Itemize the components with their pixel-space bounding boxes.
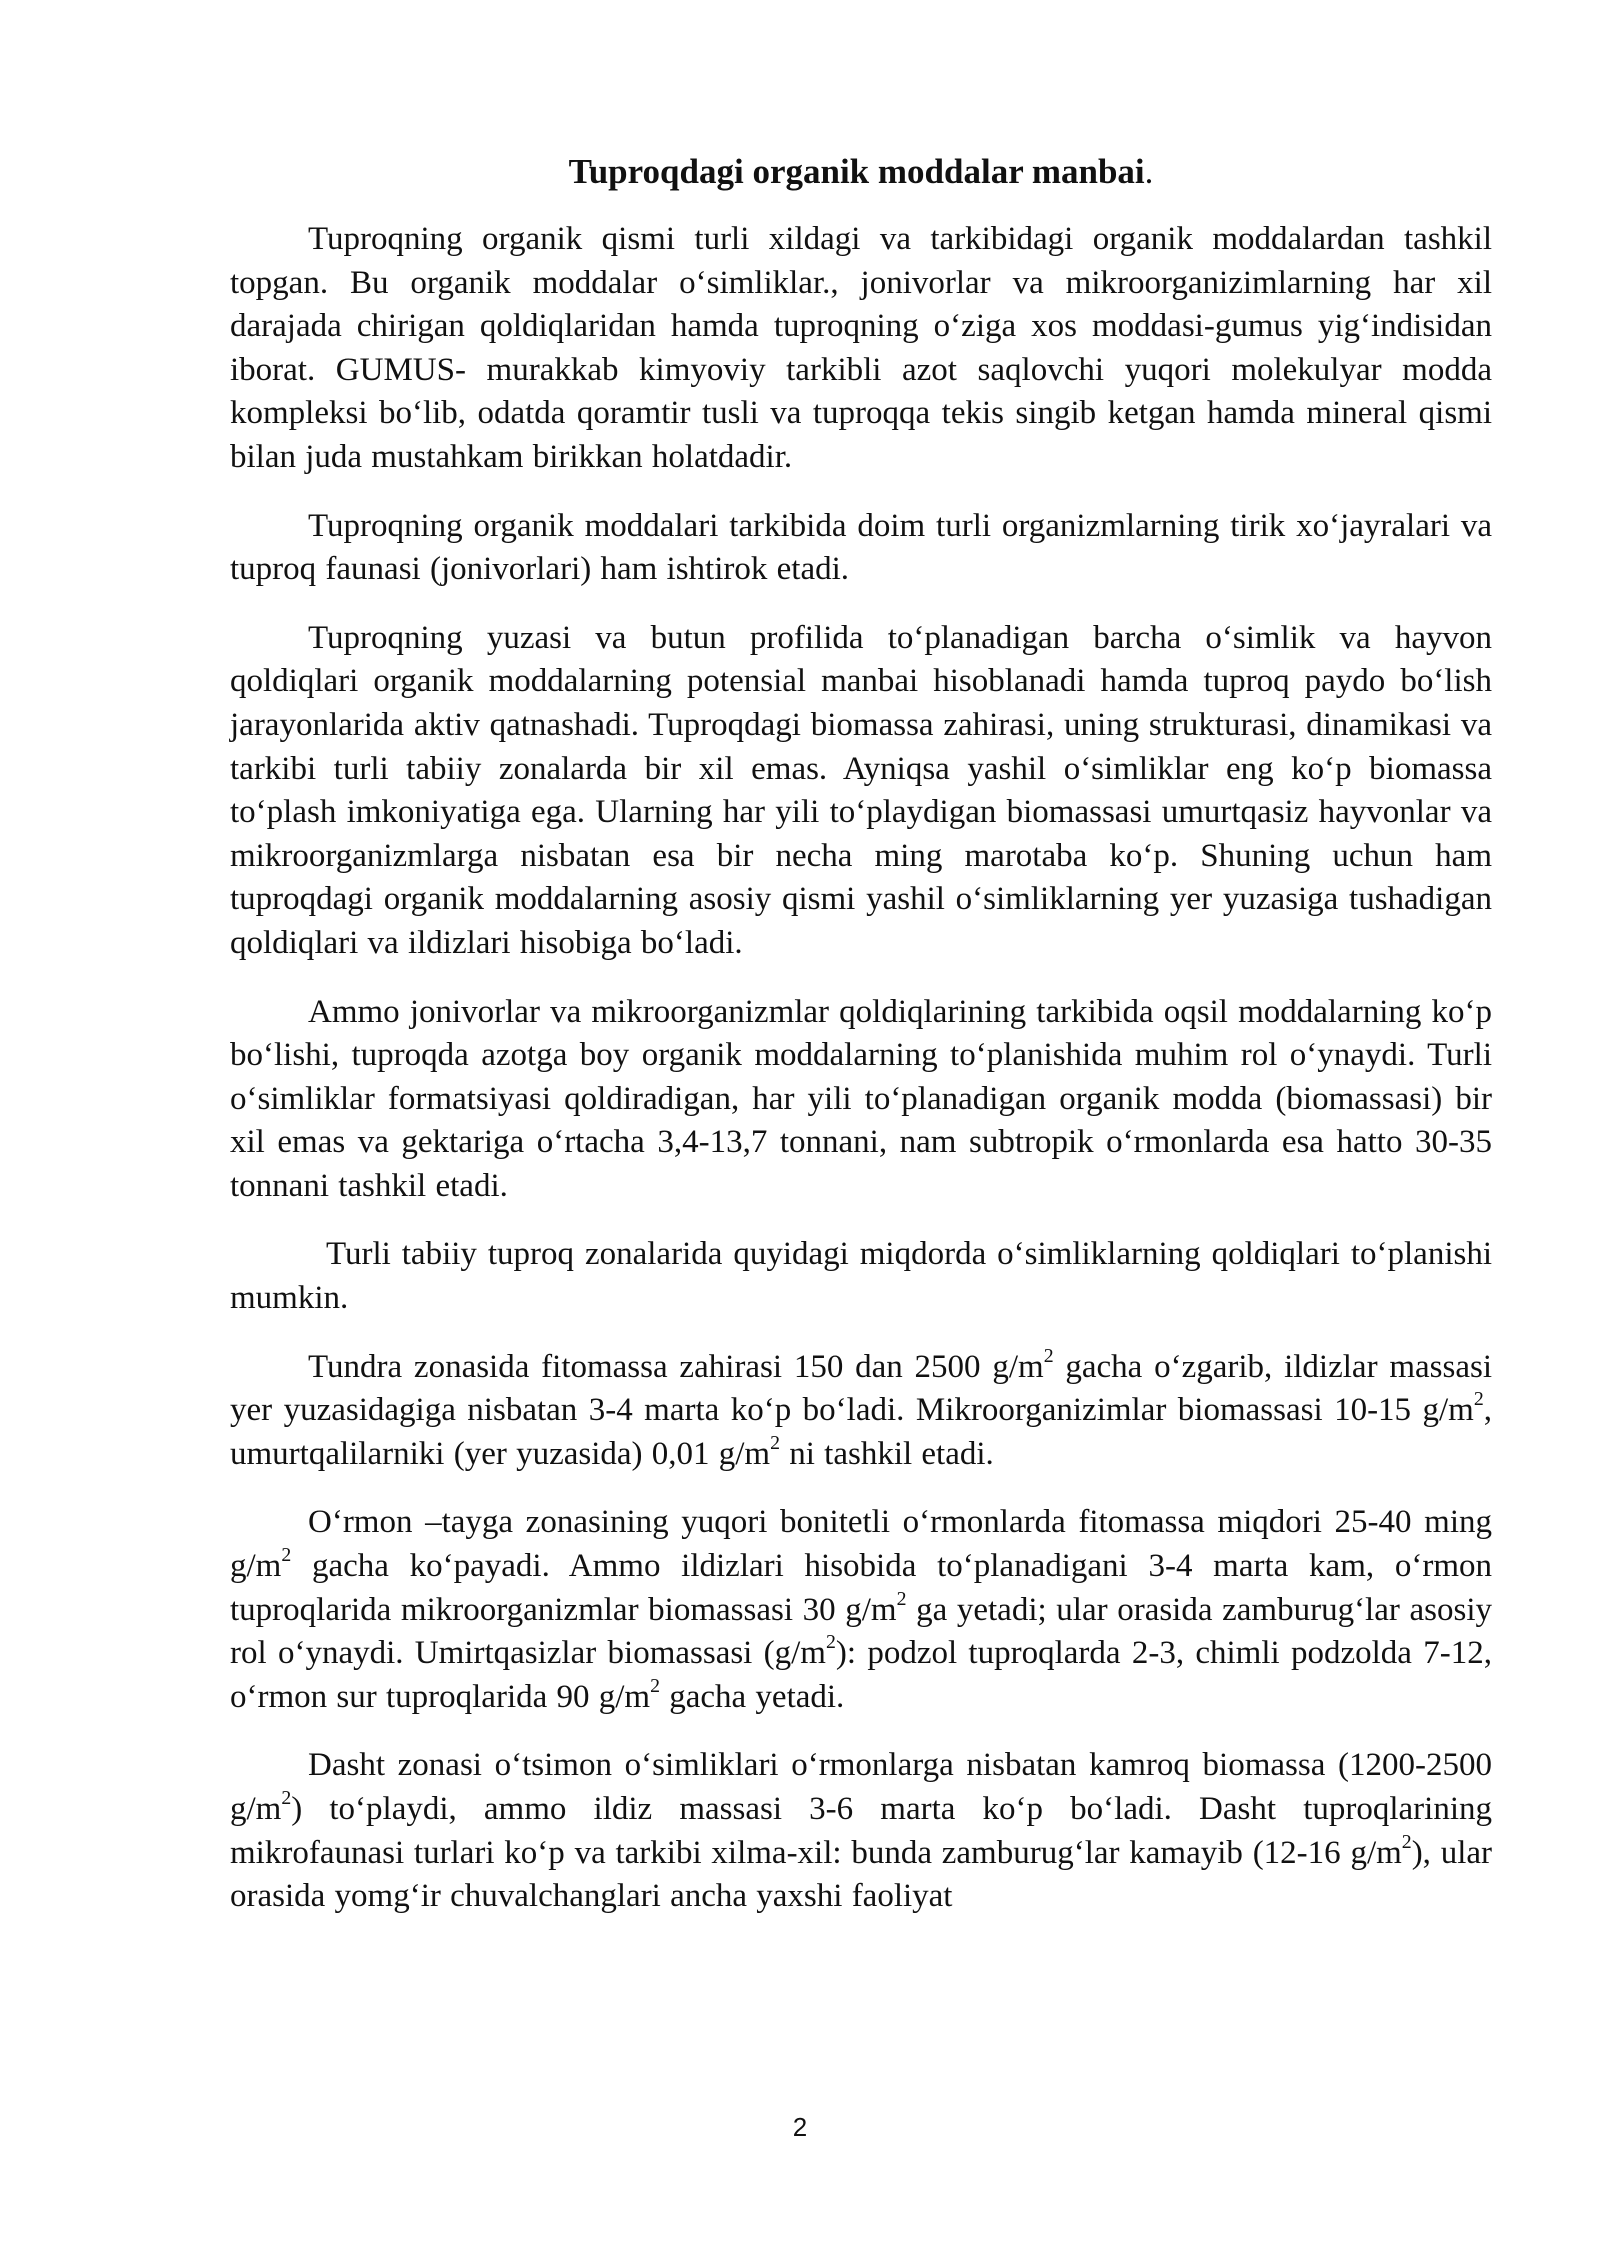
title-text: Tuproqdagi organik moddalar manbai [568, 152, 1145, 191]
document-page [230, 150, 1492, 1944]
paragraph-1: Tuproqning organik qismi turli xildagi va tarkibidagi organik moddalardan tashkil topgan. Bu organik moddalar o‘simliklar., jonivorlar va mikroorganizimlarning har xil darajada chirigan qoldiqlaridan hamda tuproqning o‘ziga xos moddasi-gumus yig‘indisidan iborat. GUMUS- murakkab kimyoviy tarkibli azot saqlovchi yuqori molekulyar modda kompleksi bo‘lib, odatda qoramtir tusli va tuproqqa tekis singib ketgan hamda mineral qismi bilan juda mustahkam birikkan holatdadir. [230, 221, 1492, 475]
paragraph-7-part-1: O‘rmon –tayga zonasining yuqori bonitetli o‘rmonlarda fitomassa miqdori 25-40 ming g/m [230, 1504, 1492, 1585]
superscript: 2 [896, 1587, 907, 1610]
paragraph-7 [230, 1501, 1492, 1719]
paragraph-8-part-1: Dasht zonasi o‘tsimon o‘simliklari o‘rmonlarga nisbatan kamroq biomassa (1200-2500 g/m [230, 1747, 1492, 1827]
paragraph-6-part-1: Tundra zonasida fitomassa zahirasi 150 dan 2500 g/m [308, 1348, 1044, 1385]
paragraph-7-part-3: ga yetadi; ular orasida zamburug‘lar asosiy rol o‘ynaydi. Umirtqasizlar biomassasi (g/m [230, 1591, 1492, 1672]
paragraph-7-part-4: ): podzol tuproqlarda 2-3, chimli podzolda 7-12, o‘rmon sur tuproqlarida 90 g/m [230, 1635, 1492, 1715]
paragraph-4: Ammo jonivorlar va mikroorganizmlar qoldiqlarining tarkibida oqsil moddalarning ko‘p bo‘lishi, tuproqda azotga boy organik moddalarning to‘planishida muhim rol o‘ynaydi. Turli o‘simliklar formatsiyasi qoldiradigan, har yili to‘planadigan organik modda (biomassasi) bir xil emas va gektariga o‘rtacha 3,4-13,7 tonnani, nam subtropik o‘rmonlarda esa hatto 30-35 tonnani tashkil etadi. [230, 993, 1492, 1204]
paragraph-8-part-2: ) to‘playdi, ammo ildiz massasi 3-6 marta ko‘p bo‘ladi. Dasht tuproqlarining mikrofaunasi turlari ko‘p va tarkibi xilma-xil: bunda zamburug‘lar kamayib (12-16 g/m [230, 1791, 1492, 1871]
superscript: 2 [650, 1674, 660, 1697]
paragraph-6 [230, 1346, 1492, 1477]
title-period: . [1144, 152, 1154, 191]
superscript: 2 [825, 1631, 836, 1654]
paragraph-8 [230, 1744, 1492, 1918]
paragraph-8-part-3: ), ular orasida yomg‘ir chuvalchanglari ancha yaxshi faoliyat [230, 1834, 1493, 1915]
page-number: 2 [792, 2112, 808, 2142]
superscript: 2 [1043, 1344, 1054, 1367]
paragraph-6-part-3: , umurtqalilarniki (yer yuzasida) 0,01 g/m [230, 1392, 1492, 1472]
document-title [230, 150, 1492, 194]
superscript: 2 [1473, 1388, 1484, 1411]
paragraph-5: Turli tabiiy tuproq zonalarida quyidagi miqdorda o‘simliklarning qoldiqlari to‘planishi mumkin. [230, 1236, 1492, 1317]
paragraph-6-part-4: ni tashkil etadi. [780, 1435, 994, 1472]
superscript: 2 [281, 1787, 292, 1810]
paragraph-3: Tuproqning yuzasi va butun profilida to‘planadigan barcha o‘simlik va hayvon qoldiqlari organik moddalarning potensial manbai hisoblanadi hamda tuproq paydo bo‘lish jarayonlarida aktiv qatnashadi. Tuproqdagi biomassa zahirasi, uning strukturasi, dinamikasi va tarkibi turli tabiiy zonalarda bir xil emas. Ayniqsa yashil o‘simliklar eng ko‘p biomassa to‘plash imkoniyatiga ega. Ularning har yili to‘playdigan biomassasi umurtqasiz hayvonlar va mikroorganizmlarga nisbatan esa bir necha ming marotaba ko‘p. Shuning uchun ham tuproqdagi organik moddalarning asosiy qismi yashil o‘simliklarning yer yuzasiga tushadigan qoldiqlari va ildizlari hisobiga bo‘ladi. [230, 619, 1492, 961]
superscript: 2 [1401, 1830, 1412, 1853]
superscript: 2 [281, 1544, 292, 1567]
paragraph-6-part-2: gacha o‘zgarib, ildizlar massasi yer yuzasidagiga nisbatan 3-4 marta ko‘p bo‘ladi. Mikroorganizimlar biomassasi 10-15 g/m [230, 1348, 1493, 1429]
paragraph-2: Tuproqning organik moddalari tarkibida doim turli organizmlarning tirik xo‘jayralari va tuproq faunasi (jonivorlari) ham ishtirok etadi. [230, 507, 1492, 588]
paragraph-7-part-5: gacha yetadi. [659, 1678, 845, 1715]
superscript: 2 [770, 1431, 780, 1454]
paragraph-7-part-2: gacha ko‘payadi. Ammo ildizlari hisobida to‘planadigani 3-4 marta kam, o‘rmon tuproqlarida mikroorganizmlar biomassasi 30 g/m [230, 1548, 1492, 1628]
